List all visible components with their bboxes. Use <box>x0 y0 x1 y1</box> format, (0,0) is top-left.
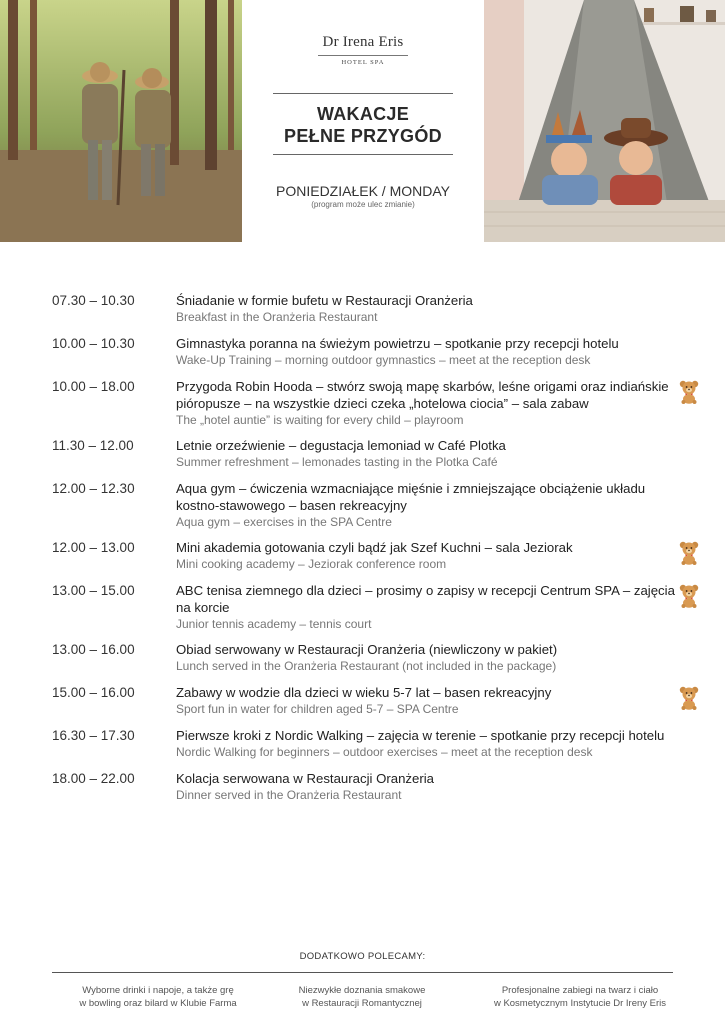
schedule-texts <box>176 539 681 572</box>
schedule-texts <box>176 292 681 325</box>
schedule-row <box>0 292 725 325</box>
header <box>0 0 725 242</box>
schedule-title-pl: Letnie orzeźwienie – degustacja lemoniad w Café Plotka <box>176 438 506 453</box>
schedule-title-en: Breakfast in the Oranżeria Restaurant <box>176 310 378 324</box>
recommend-line: Profesjonalne zabiegi na twarz i ciało <box>501 985 659 996</box>
schedule-row <box>0 684 725 717</box>
title-rule-top <box>273 93 453 94</box>
teddy-bear-icon <box>679 686 699 710</box>
schedule-time: 12.00 – 13.00 <box>52 540 135 555</box>
schedule-row <box>0 539 725 572</box>
schedule-title-en: Sport fun in water for children aged 5-7 – SPA Centre <box>176 702 459 716</box>
schedule-title-en: Mini cooking academy – Jeziorak conference room <box>176 557 447 571</box>
schedule-title-pl: Przygoda Robin Hooda – stwórz swoją mapę skarbów, leśne origami oraz indiańskie pióropusze – na wszystkie dzieci czeka „hotelowa ciocia” – sala zabaw <box>176 379 669 411</box>
schedule-title-en: The „hotel auntie” is waiting for every child – playroom <box>176 413 464 427</box>
schedule-title-pl: Kolacja serwowana w Restauracji Oranżeria <box>176 771 434 786</box>
schedule-time: 15.00 – 16.00 <box>52 685 135 700</box>
schedule-title-en: Wake-Up Training – morning outdoor gymnastics – meet at the reception desk <box>176 353 591 367</box>
schedule-row <box>0 641 725 674</box>
title-line-1: WAKACJE <box>316 104 410 124</box>
schedule-title-pl: Śniadanie w formie bufetu w Restauracji Oranżeria <box>176 293 473 308</box>
recommend-item-club <box>38 984 278 1010</box>
recommend-divider <box>52 972 673 973</box>
schedule-time: 07.30 – 10.30 <box>52 293 135 308</box>
page-title <box>242 103 484 147</box>
schedule-title-pl: Mini akademia gotowania czyli bądź jak Szef Kuchni – sala Jeziorak <box>176 540 573 555</box>
schedule-row <box>0 770 725 803</box>
title-rule-bottom <box>273 154 453 155</box>
schedule-time: 11.30 – 12.00 <box>52 438 134 453</box>
recommend-item-institute <box>460 984 700 1010</box>
recommend-line: w bowling oraz bilard w Klubie Farma <box>79 998 237 1009</box>
recommend-line: Wyborne drinki i napoje, a także grę <box>82 985 234 996</box>
schedule-title-en: Lunch served in the Oranżeria Restaurant (not included in the package) <box>176 659 557 673</box>
schedule-title-en: Aqua gym – exercises in the SPA Centre <box>176 515 392 529</box>
schedule-title-pl: ABC tenisa ziemnego dla dzieci – prosimy o zapisy w recepcji Centrum SPA – zajęcia na korcie <box>176 583 675 615</box>
schedule-title-pl: Zabawy w wodzie dla dzieci w wieku 5-7 lat – basen rekreacyjny <box>176 685 552 700</box>
schedule-time: 12.00 – 12.30 <box>52 481 135 496</box>
schedule-title-pl: Obiad serwowany w Restauracji Oranżeria (niewliczony w pakiet) <box>176 642 558 657</box>
teddy-bear-icon <box>679 380 699 404</box>
schedule-title-en: Junior tennis academy – tennis court <box>176 617 372 631</box>
schedule-time: 10.00 – 18.00 <box>52 379 135 394</box>
recommend-item-restaurant <box>252 984 472 1010</box>
schedule-title-en: Dinner served in the Oranżeria Restaurant <box>176 788 402 802</box>
schedule-time: 10.00 – 10.30 <box>52 336 135 351</box>
schedule-texts <box>176 582 681 632</box>
schedule-title-en: Nordic Walking for beginners – outdoor exercises – meet at the reception desk <box>176 745 593 759</box>
teddy-bear-icon <box>679 584 699 608</box>
program-note: (program może ulec zmianie) <box>311 200 415 209</box>
teddy-bear-icon <box>679 541 699 565</box>
schedule-texts <box>176 480 681 530</box>
schedule-row <box>0 480 725 530</box>
recommend-line: Niezwykłe doznania smakowe <box>298 985 426 996</box>
schedule-time: 18.00 – 22.00 <box>52 771 135 786</box>
recommend-line: w Kosmetycznym Instytucie Dr Ireny Eris <box>493 998 667 1009</box>
schedule-time: 16.30 – 17.30 <box>52 728 135 743</box>
schedule-texts <box>176 641 681 674</box>
schedule-row <box>0 437 725 470</box>
schedule-row <box>0 378 725 428</box>
recommend-line: w Restauracji Romantycznej <box>302 998 422 1009</box>
brand-subtitle: HOTEL SPA <box>341 59 385 66</box>
photo-kids-forest <box>0 0 242 242</box>
schedule-texts <box>176 378 681 428</box>
schedule-texts <box>176 335 681 368</box>
recommend-title: DODATKOWO POLECAMY: <box>299 951 426 962</box>
schedule-title-pl: Aqua gym – ćwiczenia wzmacniające mięśnie i zmniejszające obciążenie układu kostno-stawowego – basen rekreacyjny <box>176 481 646 513</box>
schedule-time: 13.00 – 15.00 <box>52 583 135 598</box>
photo-kids-tent <box>484 0 725 242</box>
schedule-texts <box>176 727 681 760</box>
title-line-2: PEŁNE PRZYGÓD <box>284 126 442 146</box>
brand-logo <box>242 34 484 66</box>
schedule-time: 13.00 – 16.00 <box>52 642 135 657</box>
schedule-texts <box>176 770 681 803</box>
day-heading: PONIEDZIAŁEK / MONDAY <box>276 183 450 199</box>
schedule-row <box>0 335 725 368</box>
schedule-title-pl: Gimnastyka poranna na świeżym powietrzu – spotkanie przy recepcji hotelu <box>176 336 619 351</box>
schedule-row <box>0 727 725 760</box>
schedule-title-pl: Pierwsze kroki z Nordic Walking – zajęcia w terenie – spotkanie przy recepcji hotelu <box>176 728 665 743</box>
brand-divider <box>318 55 408 56</box>
schedule-texts <box>176 684 681 717</box>
brand-name: Dr Irena Eris <box>322 34 404 50</box>
schedule-row <box>0 582 725 632</box>
schedule-title-en: Summer refreshment – lemonades tasting in the Plotka Café <box>176 455 498 469</box>
schedule-texts <box>176 437 681 470</box>
